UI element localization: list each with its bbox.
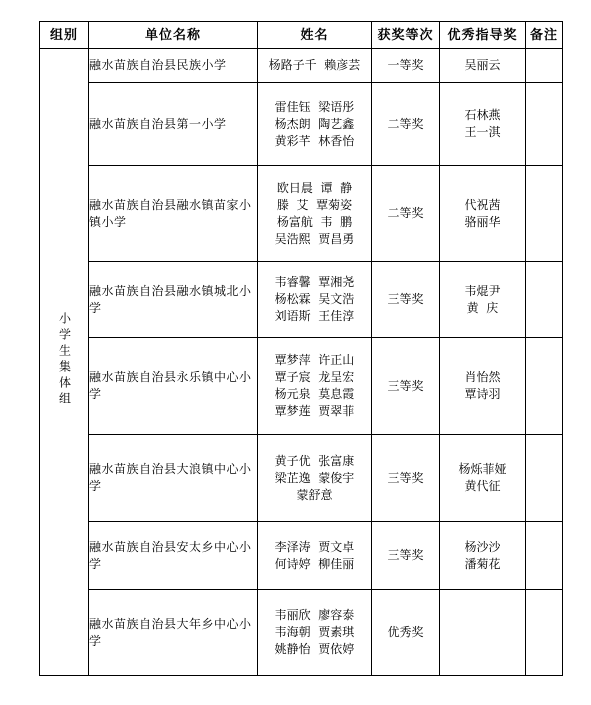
teacher-cell: [440, 590, 526, 676]
student-names-line: 杨路子千 赖彦芸: [268, 58, 361, 72]
teacher-name: 石林燕: [464, 108, 501, 122]
names-cell: [258, 435, 372, 522]
student-names-line: 吴浩熙 贾昌勇: [274, 231, 355, 246]
student-names-line: 蒙舒意: [296, 487, 333, 502]
award-level-cell: 三等奖: [372, 522, 440, 590]
student-names-line: 覃梦莲 贾翠菲: [274, 404, 355, 418]
teacher-name: 黄代征: [464, 479, 501, 493]
student-names-line: 韦海朝 贾素琪: [274, 625, 355, 639]
names-cell: [258, 590, 372, 676]
award-level-cell: 三等奖: [372, 338, 440, 435]
teacher-name: 潘菊花: [464, 556, 501, 571]
header-award: 获奖等次: [372, 22, 440, 49]
teacher-name: 代祝茜: [464, 197, 501, 212]
teacher-name: 骆丽华: [464, 214, 501, 229]
table-row: [40, 262, 563, 338]
award-level-cell: 一等奖: [372, 49, 440, 83]
names-cell: [258, 166, 372, 262]
award-table: [39, 21, 563, 676]
names-cell: [258, 49, 372, 83]
remarks-cell: [526, 83, 563, 166]
teacher-cell: [440, 522, 526, 590]
teacher-name: 杨烁菲娅: [458, 462, 507, 476]
unit-name-cell: 融水苗族自治县融水镇城北小学: [89, 262, 258, 338]
award-level-cell: 二等奖: [372, 83, 440, 166]
student-names-line: 何诗婷 柳佳丽: [274, 556, 355, 571]
table-row: [40, 522, 563, 590]
names-cell: [258, 83, 372, 166]
award-level-cell: 优秀奖: [372, 590, 440, 676]
teacher-cell: [440, 435, 526, 522]
remarks-cell: [526, 435, 563, 522]
header-group: 组别: [40, 22, 89, 49]
unit-name-cell: 融水苗族自治县永乐镇中心小学: [89, 338, 258, 435]
teacher-name: 王一淇: [464, 125, 501, 139]
header-unit: 单位名称: [89, 22, 258, 49]
teacher-name: 肖怡然: [464, 370, 501, 384]
award-level-cell: 三等奖: [372, 435, 440, 522]
student-names-line: 杨松霖 吴文浩: [274, 292, 355, 306]
names-cell: [258, 262, 372, 338]
teacher-cell: [440, 262, 526, 338]
teacher-cell: [440, 83, 526, 166]
table-row: [40, 166, 563, 262]
table-body: [40, 49, 563, 676]
teacher-name: 覃诗羽: [464, 387, 501, 401]
header-remarks: 备注: [526, 22, 563, 49]
teacher-cell: [440, 338, 526, 435]
remarks-cell: [526, 590, 563, 676]
student-names-line: 黄彩芊 林香怡: [274, 133, 355, 148]
unit-name-cell: 融水苗族自治县安太乡中心小学: [89, 522, 258, 590]
teacher-name: 吴丽云: [464, 58, 501, 72]
teacher-name: 黄 庆: [466, 300, 499, 315]
unit-name-cell: 融水苗族自治县第一小学: [89, 83, 258, 166]
unit-name-cell: 融水苗族自治县民族小学: [89, 49, 258, 83]
teacher-name: 韦焜尹: [464, 283, 501, 298]
table-row: [40, 83, 563, 166]
student-names-line: 杨元泉 莫息霞: [274, 387, 355, 401]
student-names-line: 韦丽欣 廖容泰: [274, 608, 355, 622]
header-names: 姓名: [258, 22, 372, 49]
remarks-cell: [526, 522, 563, 590]
table-row: [40, 435, 563, 522]
student-names-line: 欧日晨 谭 静: [276, 180, 353, 195]
student-names-line: 梁芷逸 蒙俊宇: [274, 470, 355, 485]
remarks-cell: [526, 166, 563, 262]
names-cell: [258, 522, 372, 590]
teacher-name: 杨沙沙: [464, 539, 501, 554]
student-names-line: 杨杰朗 陶艺鑫: [274, 116, 355, 131]
award-level-cell: 三等奖: [372, 262, 440, 338]
student-names-line: 刘语斯 王佳淳: [274, 309, 355, 323]
unit-name-cell: 融水苗族自治县大年乡中心小学: [89, 590, 258, 676]
remarks-cell: [526, 49, 563, 83]
award-level-cell: 二等奖: [372, 166, 440, 262]
student-names-line: 李泽涛 贾文卓: [274, 539, 355, 554]
teacher-cell: [440, 49, 526, 83]
names-cell: [258, 338, 372, 435]
group-label: 小学生集体组: [57, 311, 72, 408]
header-row: [40, 22, 563, 49]
teacher-cell: [440, 166, 526, 262]
student-names-line: 滕 艾 覃菊姿: [276, 197, 353, 212]
remarks-cell: [526, 338, 563, 435]
student-names-line: 韦睿馨 覃湘尧: [274, 275, 355, 289]
student-names-line: 覃子宸 龙呈宏: [274, 370, 355, 384]
student-names-line: 覃梦萍 许正山: [274, 353, 355, 367]
table-row: [40, 338, 563, 435]
student-names-line: 黄子优 张富康: [274, 453, 355, 468]
table-row: [40, 590, 563, 676]
table-row: [40, 49, 563, 83]
student-names-line: 雷佳钰 梁语彤: [274, 99, 355, 114]
remarks-cell: [526, 262, 563, 338]
header-teacher: 优秀指导奖: [440, 22, 526, 49]
student-names-line: 姚静怡 贾依婷: [274, 642, 355, 656]
unit-name-cell: 融水苗族自治县融水镇苗家小镇小学: [89, 166, 258, 262]
unit-name-cell: 融水苗族自治县大浪镇中心小学: [89, 435, 258, 522]
student-names-line: 杨富航 韦 鹏: [276, 214, 353, 229]
group-cell: [40, 49, 89, 676]
